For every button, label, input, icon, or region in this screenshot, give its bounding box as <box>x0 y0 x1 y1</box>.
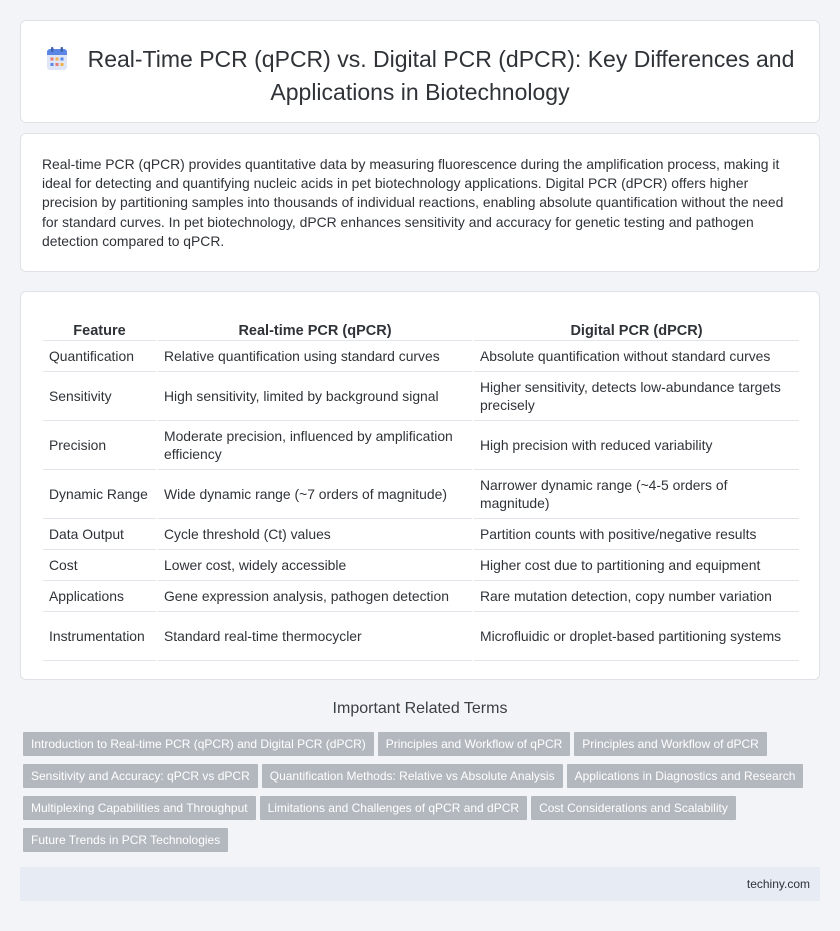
table-row <box>43 469 799 518</box>
related-term-tag[interactable]: Cost Considerations and Scalability <box>531 796 736 820</box>
header-feature: Feature <box>43 316 157 340</box>
dpcr-cell: Partition counts with positive/negative results <box>473 518 799 549</box>
feature-cell: Applications <box>43 580 157 611</box>
dpcr-cell: Absolute quantification without standard curves <box>473 340 799 371</box>
table-row <box>43 580 799 611</box>
comparison-table <box>43 316 799 661</box>
related-term-tag[interactable]: Principles and Workflow of dPCR <box>574 732 767 756</box>
title-card <box>20 20 820 123</box>
footer-site-link[interactable]: techiny.com <box>746 877 810 891</box>
header-qpcr: Real-time PCR (qPCR) <box>157 316 473 340</box>
dpcr-cell: Rare mutation detection, copy number variation <box>473 580 799 611</box>
table-row <box>43 518 799 549</box>
related-term-tag[interactable]: Limitations and Challenges of qPCR and dPCR <box>260 796 527 820</box>
feature-cell: Dynamic Range <box>43 469 157 518</box>
related-term-tag[interactable]: Multiplexing Capabilities and Throughput <box>23 796 256 820</box>
table-row <box>43 420 799 469</box>
table-row <box>43 611 799 660</box>
related-terms-heading: Important Related Terms <box>332 700 508 717</box>
title-line-1: Real-Time PCR (qPCR) vs. Digital PCR (dPCR): Key Differences and <box>87 46 795 72</box>
page-title <box>21 45 819 107</box>
summary-card <box>20 133 820 272</box>
related-term-tag[interactable]: Future Trends in PCR Technologies <box>23 828 228 852</box>
table-row <box>43 371 799 420</box>
title-line-2: Applications in Biotechnology <box>270 79 570 105</box>
feature-cell: Cost <box>43 549 157 580</box>
qpcr-cell: Standard real-time thermocycler <box>157 611 473 660</box>
dpcr-cell: Narrower dynamic range (~4-5 orders of magnitude) <box>473 469 799 518</box>
table-row <box>43 340 799 371</box>
summary-text: Real-time PCR (qPCR) provides quantitative data by measuring fluorescence during the amplification process, making it ideal for detecting and quantifying nucleic acids in pet biotechnology applications. Digital PCR (dPCR) offers higher precision by partitioning samples into thousands of individual reactions, enabling absolute quantification without the need for standard curves. In pet biotechnology, dPCR enhances sensitivity and accuracy for genetic testing and pathogen detection compared to qPCR. <box>42 156 784 249</box>
document-icon <box>46 47 68 78</box>
related-term-tag[interactable]: Quantification Methods: Relative vs Absolute Analysis <box>262 764 563 788</box>
header-dpcr: Digital PCR (dPCR) <box>473 316 799 340</box>
table-header-row <box>43 316 799 340</box>
qpcr-cell: Wide dynamic range (~7 orders of magnitude) <box>157 469 473 518</box>
footer <box>20 867 820 901</box>
qpcr-cell: Moderate precision, influenced by amplification efficiency <box>157 420 473 469</box>
feature-cell: Instrumentation <box>43 611 157 660</box>
qpcr-cell: Relative quantification using standard curves <box>157 340 473 371</box>
qpcr-cell: Cycle threshold (Ct) values <box>157 518 473 549</box>
qpcr-cell: Gene expression analysis, pathogen detection <box>157 580 473 611</box>
feature-cell: Sensitivity <box>43 371 157 420</box>
related-term-tag[interactable]: Sensitivity and Accuracy: qPCR vs dPCR <box>23 764 258 788</box>
dpcr-cell: Higher cost due to partitioning and equipment <box>473 549 799 580</box>
table-row <box>43 549 799 580</box>
dpcr-cell: High precision with reduced variability <box>473 420 799 469</box>
qpcr-cell: High sensitivity, limited by background signal <box>157 371 473 420</box>
dpcr-cell: Microfluidic or droplet-based partitioning systems <box>473 611 799 660</box>
feature-cell: Quantification <box>43 340 157 371</box>
related-term-tag[interactable]: Principles and Workflow of qPCR <box>378 732 571 756</box>
comparison-card <box>20 291 820 680</box>
feature-cell: Precision <box>43 420 157 469</box>
dpcr-cell: Higher sensitivity, detects low-abundance targets precisely <box>473 371 799 420</box>
qpcr-cell: Lower cost, widely accessible <box>157 549 473 580</box>
feature-cell: Data Output <box>43 518 157 549</box>
related-term-tag[interactable]: Applications in Diagnostics and Research <box>567 764 804 788</box>
related-terms-list <box>23 732 813 860</box>
related-term-tag[interactable]: Introduction to Real-time PCR (qPCR) and Digital PCR (dPCR) <box>23 732 374 756</box>
